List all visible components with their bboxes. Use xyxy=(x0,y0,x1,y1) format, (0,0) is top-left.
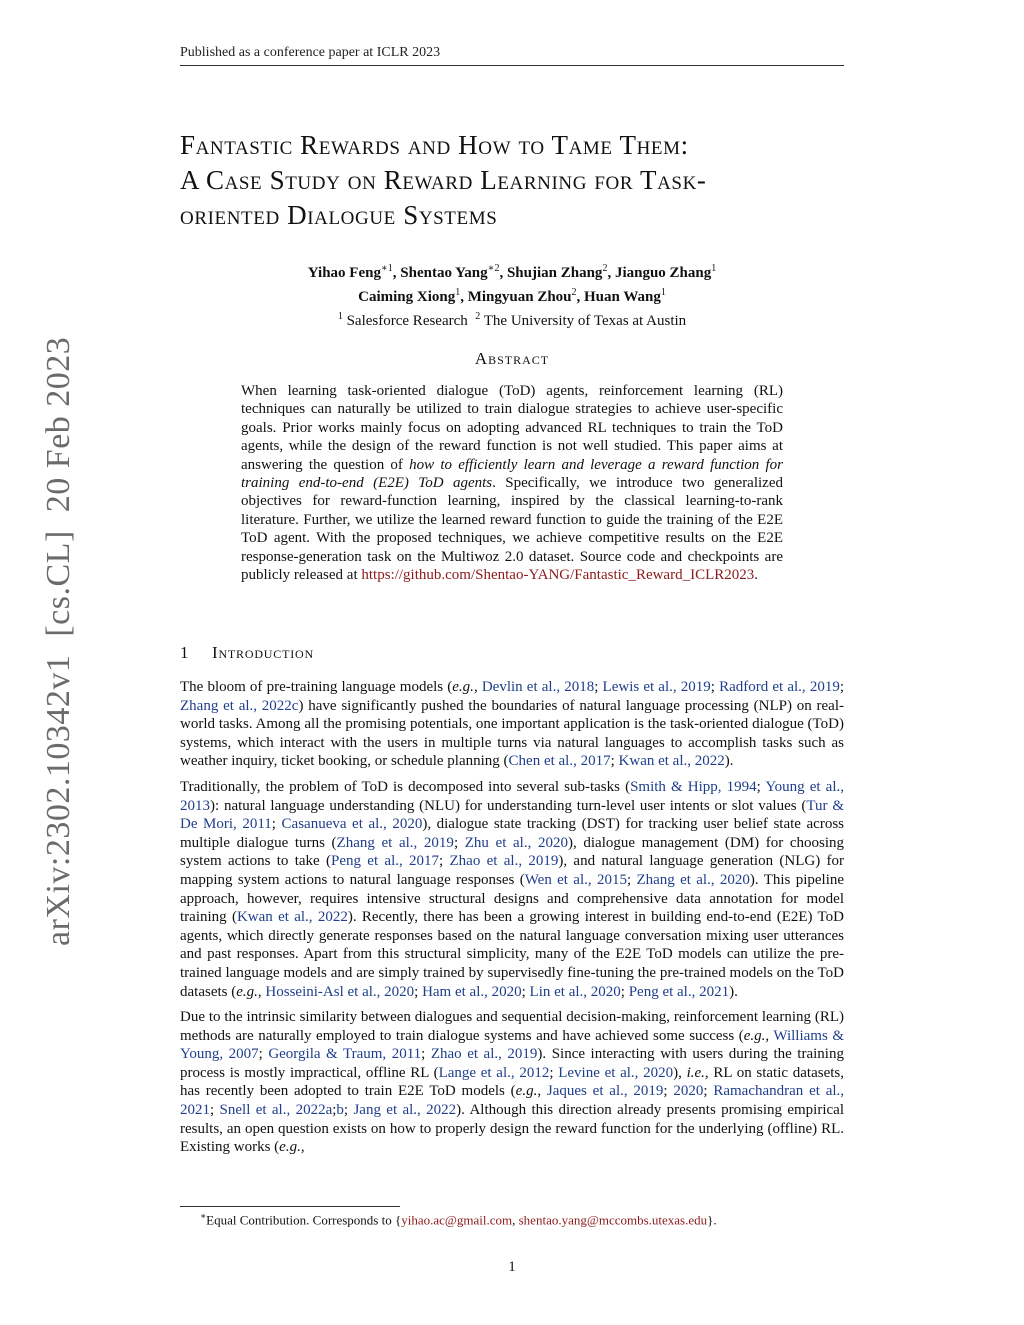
affiliation-sup: 2 xyxy=(475,311,481,322)
citation-link[interactable]: Zhang et al., 2020 xyxy=(636,871,750,888)
citation-link[interactable]: Jang et al., 2022 xyxy=(353,1102,457,1119)
text: ). xyxy=(729,983,738,1000)
text: ; xyxy=(663,1083,674,1100)
author-name: Mingyuan Zhou xyxy=(467,289,572,305)
author-sup: 1 xyxy=(660,287,666,298)
author-sup: 2 xyxy=(571,287,577,298)
text: , xyxy=(537,1083,547,1100)
title-line-2: A Case Study on Reward Learning for Task- xyxy=(180,165,707,195)
text: ). Recently, there has been a growing interest in building end-to-end (E2E) ToD agents, which directly generate responses based on the natural language conversation mixing user utterances and past responses. Apart from this structural simplicity, many of the E2E ToD models can utilize the pre-trained language models and are simply trained by supervisedly fine-tuning the pre-trained models on the ToD datasets ( xyxy=(180,909,844,1000)
citation-link[interactable]: Chen et al., 2017 xyxy=(508,753,611,770)
citation-link[interactable]: Williams & Young, 2007 xyxy=(180,1027,844,1063)
author-name: Huan Wang xyxy=(584,289,661,305)
author-name: Caiming Xiong xyxy=(358,289,456,305)
citation-link[interactable]: Kwan et al., 2022 xyxy=(618,753,725,770)
citation-link[interactable]: Zhang et al., 2019 xyxy=(336,834,454,851)
footnote-text: Equal Contribution. Corresponds to xyxy=(206,1212,395,1228)
abstract-part: . Specifically, we introduce two generalized objectives for reward-function learning, inspired by the classical learning-to-rank literature. Further, we utilize the learned reward function to guide the training of the E2E ToD agent. With the proposed techniques, we achieve competitive results on the E2E response-generation task on the Multiwoz 2.0 dataset. Source code and checkpoints are publicly released at xyxy=(241,475,783,584)
text: ; xyxy=(332,1102,337,1119)
text-emphasis: e.g. xyxy=(515,1083,538,1100)
title-line-3: oriented Dialogue Systems xyxy=(180,200,498,230)
section-title: Introduction xyxy=(212,643,314,662)
citation-link[interactable]: Casanueva et al., 2020 xyxy=(281,816,423,833)
text: ; xyxy=(414,983,423,1000)
citation-link[interactable]: 2020 xyxy=(673,1083,704,1100)
text: ; xyxy=(439,853,450,870)
text: ), xyxy=(673,1064,687,1081)
text: Traditionally, the problem of ToD is decomposed into several sub-tasks ( xyxy=(180,778,631,795)
section-number: 1 xyxy=(180,643,189,662)
citation-link[interactable]: b xyxy=(336,1102,344,1119)
citation-link[interactable]: Kwan et al., 2022 xyxy=(236,909,348,926)
text-emphasis: e.g. xyxy=(236,983,258,1000)
text: ). This pipeline approach, however, requires intensive structural designs and comprehensive data annotation for model training ( xyxy=(180,871,845,926)
footnote-mark: ∗ xyxy=(200,1211,207,1221)
text: ). Since interacting with users during the training process is mostly impractical, offline RL ( xyxy=(180,1046,844,1081)
affiliation-2: The University of Texas at Austin xyxy=(483,313,687,329)
affiliation-1: Salesforce Research xyxy=(346,313,468,329)
affiliations xyxy=(180,307,844,331)
citation-link[interactable]: Young et al., 2013 xyxy=(180,778,844,814)
author-sup: 2 xyxy=(602,263,608,274)
arxiv-sidebar-stamp xyxy=(40,336,77,946)
text: ; xyxy=(271,816,282,833)
text: , xyxy=(300,1139,305,1156)
abstract-end: . xyxy=(754,567,759,584)
text: ) have significantly pushed the boundaries of natural language processing (NLP) on real-world tasks. Among all the promising potentials, one important application is the task-oriented dialogue (ToD) systems, which interact with the users in multiple turns via natural languages to accomplish tasks such as weather inquiry, ticket booking, or schedule planning ( xyxy=(180,697,844,770)
author-sup: ∗1 xyxy=(380,263,393,274)
text: ; xyxy=(610,753,619,770)
author-name: Shentao Yang xyxy=(400,265,488,281)
paragraph-1 xyxy=(180,678,844,771)
citation-link[interactable]: Levine et al., 2020 xyxy=(558,1064,674,1081)
citation-link[interactable]: Snell et al., 2022a xyxy=(219,1102,333,1119)
citation-link[interactable]: Hosseini-Asl et al., 2020 xyxy=(265,983,415,1000)
author-sup: 1 xyxy=(711,263,717,274)
citation-link[interactable]: Peng et al., 2021 xyxy=(628,983,730,1000)
running-header: Published as a conference paper at ICLR 2023 xyxy=(180,45,441,60)
citation-link[interactable]: Zhao et al., 2019 xyxy=(449,853,559,870)
header-rule xyxy=(180,65,844,66)
author-block xyxy=(180,259,844,331)
citation-link[interactable]: Wen et al., 2015 xyxy=(524,871,627,888)
author-line-2: Caiming Xiong$^1$, Mingyuan Zhou$^2$, Huan Wang$^1$ xyxy=(358,287,666,305)
author-sup: 1 xyxy=(455,287,461,298)
footnote xyxy=(200,1208,844,1228)
citation-link[interactable]: Devlin et al., 2018 xyxy=(481,679,595,695)
body-text xyxy=(180,678,844,1164)
text-emphasis: e.g. xyxy=(452,679,474,695)
email-link-2[interactable]: shentao.yang@mccombs.utexas.edu xyxy=(518,1212,708,1228)
text: , xyxy=(257,983,266,1000)
text: ; xyxy=(421,1046,431,1063)
author-line-1: Yihao Feng$^{∗1}$, Shentao Yang$^{∗2}$, Shujian Zhang$^2$, Jianguo Zhang$^1$ xyxy=(307,263,717,281)
citation-link[interactable]: Radford et al., 2019 xyxy=(719,679,840,695)
citation-link[interactable]: Georgila & Traum, 2011 xyxy=(268,1046,422,1063)
paragraph-2 xyxy=(180,778,844,1001)
text: ; xyxy=(210,1102,220,1119)
citation-link[interactable]: Lewis et al., 2019 xyxy=(602,679,711,695)
text: ), dialogue management (DM) for choosing system actions to take ( xyxy=(180,834,845,870)
text: , xyxy=(473,679,482,695)
text: ; xyxy=(626,871,637,888)
page-number: 1 xyxy=(508,1259,516,1275)
footnote-rule xyxy=(180,1206,400,1207)
affiliation-sup: 1 xyxy=(337,311,343,322)
text: ; xyxy=(594,679,603,695)
paragraph-3 xyxy=(180,1008,844,1157)
citation-link[interactable]: Tur & De Mori, 2011 xyxy=(180,797,844,833)
text: ; xyxy=(710,679,720,695)
citation-link[interactable]: Lin et al., 2020 xyxy=(529,983,621,1000)
text: The bloom of pre-training language models ( xyxy=(180,679,453,695)
footnote-brace: }. xyxy=(707,1212,717,1228)
citation-link[interactable]: Zhang et al., 2022c xyxy=(180,697,299,714)
text: , xyxy=(765,1027,774,1044)
code-link[interactable]: https://github.com/Shentao-YANG/Fantastic_Reward_ICLR2023 xyxy=(361,567,755,584)
arxiv-category: [cs.CL] xyxy=(40,530,77,637)
section-heading xyxy=(180,643,844,663)
arxiv-date: 20 Feb 2023 xyxy=(40,336,77,513)
text: , RL on static datasets, has recently been adopted to train E2E ToD models ( xyxy=(180,1064,844,1100)
abstract-emphasis: how to efficiently learn and leverage a reward function for training end-to-end (E2E) ToD agents xyxy=(241,456,783,492)
citation-link[interactable]: Zhu et al., 2020 xyxy=(464,834,568,851)
abstract-part: When learning task-oriented dialogue (ToD) agents, reinforcement learning (RL) techniques can naturally be utilized to train dialogue strategies to achieve user-specific goals. Prior works mainly focus on adopting advanced RL techniques to train the ToD agents, while the design of the reward function is not well studied. This paper aims at answering the question of xyxy=(241,383,783,473)
author-name: Shujian Zhang xyxy=(506,265,603,281)
citation-link[interactable]: Zhao et al., 2019 xyxy=(430,1046,538,1063)
text: ). xyxy=(724,753,734,770)
footnote-sep: , xyxy=(512,1212,519,1228)
citation-link[interactable]: Ham et al., 2020 xyxy=(422,983,522,1000)
text-emphasis: i.e. xyxy=(686,1064,705,1081)
citation-link[interactable]: Smith & Hipp, 1994 xyxy=(630,778,757,795)
text: ; xyxy=(453,834,465,851)
text: Due to the intrinsic similarity between dialogues and sequential decision-making, reinforcement learning (RL) methods are naturally employed to train dialogue systems and have achieved some success ( xyxy=(180,1009,844,1044)
text: ; xyxy=(839,679,844,695)
citation-link[interactable]: Jaques et al., 2019 xyxy=(546,1083,664,1100)
text: ; xyxy=(620,983,629,1000)
text-emphasis: e.g. xyxy=(279,1139,301,1156)
text: ). Although this direction already presents promising empirical results, an open question exists on how to properly design the reward function for the underlying (offline) RL. Existing works ( xyxy=(180,1102,844,1156)
text-emphasis: e.g. xyxy=(743,1027,766,1044)
text: ), dialogue state tracking (DST) for tracking user belief state across multiple dialogue turns ( xyxy=(180,816,844,851)
footnote-brace: { xyxy=(394,1212,402,1228)
author-name: Yihao Feng xyxy=(307,265,381,281)
author-sup: ∗2 xyxy=(487,263,500,274)
text: ), and natural language generation (NLG) for mapping system actions to natural language responses ( xyxy=(180,853,844,888)
title-line-1: Fantastic Rewards and How to Tame Them: xyxy=(180,130,689,160)
text: ; xyxy=(703,1083,714,1100)
text: ; xyxy=(521,983,530,1000)
citation-link[interactable]: Ramachandran et al., 2021 xyxy=(180,1083,845,1119)
text: ; xyxy=(343,1102,354,1119)
citation-link[interactable]: Peng et al., 2017 xyxy=(331,853,440,870)
author-name: Jianguo Zhang xyxy=(614,265,712,281)
text: ; xyxy=(756,778,766,795)
text: ; xyxy=(549,1064,559,1081)
abstract-heading: Abstract xyxy=(474,349,550,368)
citation-link[interactable]: Lange et al., 2012 xyxy=(438,1064,550,1081)
text: ): natural language understanding (NLU) for understanding turn-level user intents or slot values ( xyxy=(210,797,807,814)
text: ; xyxy=(258,1046,269,1063)
paper-title xyxy=(180,128,870,233)
abstract-text xyxy=(241,382,783,584)
email-link-1[interactable]: yihao.ac@gmail.com xyxy=(401,1212,513,1228)
arxiv-id: arXiv:2302.10342v1 xyxy=(40,654,77,946)
